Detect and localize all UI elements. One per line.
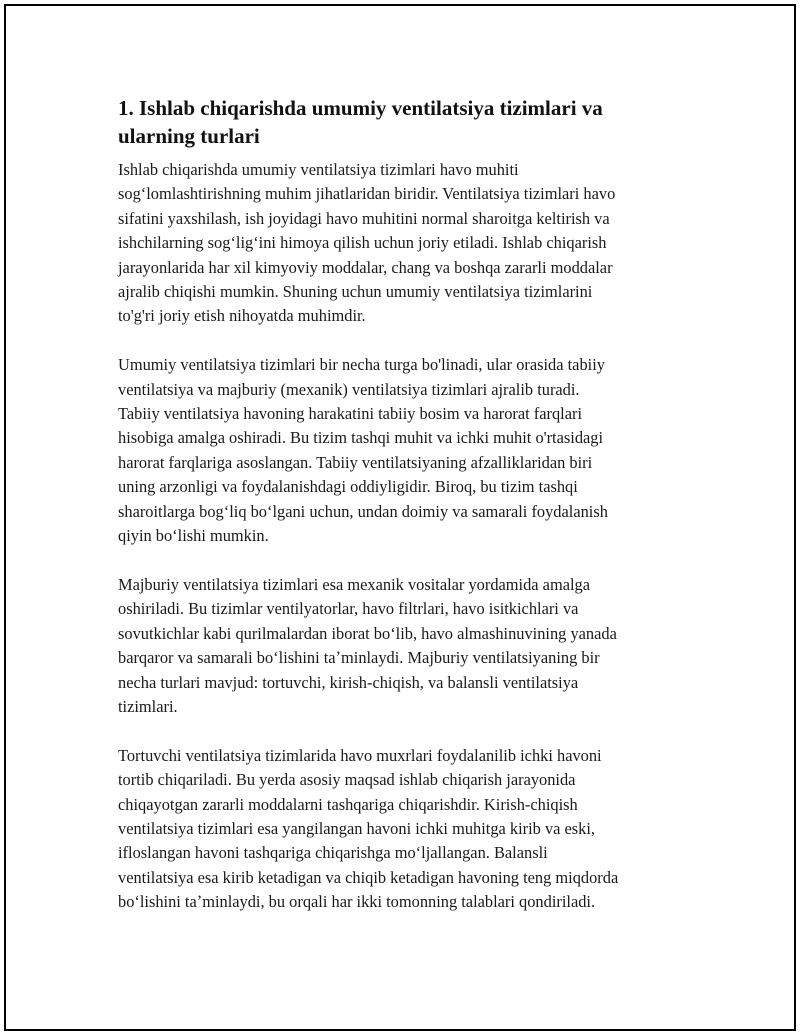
document-body	[118, 94, 693, 939]
paragraph-exhaust-balanced: Tortuvchi ventilatsiya tizimlarida havo muxrlari foydalanilib ichki havoni tortib chiqariladi. Bu yerda asosiy maqsad ishlab chiqarish jarayonida chiqayotgan zararli moddalarni tashqariga chiqarishdir. Kirish-chiqish ventilatsiya tizimlari esa yangilangan havoni ichki muhitga kirib va eski, ifloslangan havoni tashqariga chiqarishga moʻljallangan. Balansli ventilatsiya esa kirib ketadigan va chiqib ketadigan havoning teng miqdorda boʻlishini taʼminlaydi, bu orqali har ikki tomonning talablari qondiriladi.	[118, 745, 619, 912]
section-heading: 1. Ishlab chiqarishda umumiy ventilatsiya tizimlari va ularning turlari	[118, 96, 603, 148]
paragraph-forced-ventilation: Majburiy ventilatsiya tizimlari esa mexanik vositalar yordamida amalga oshiriladi. Bu tizimlar ventilyatorlar, havo filtrlari, havo isitkichlari va sovutkichlar kabi qurilmalardan iborat boʻlib, havo almashinuvining yanada barqaror va samarali boʻlishini taʼminlaydi. Majburiy ventilatsiyaning bir necha turlari mavjud: tortuvchi, kirish-chiqish, va balansli ventilatsiya tizimlari.	[118, 574, 617, 716]
paragraph-intro: Ishlab chiqarishda umumiy ventilatsiya tizimlari havo muhiti sogʻlomlashtirishning muhim jihatlaridan biridir. Ventilatsiya tizimlari havo sifatini yaxshilash, ish joyidagi havo muhitini normal sharoitga keltirish va ishchilarning sogʻligʻini himoya qilish uchun joriy etiladi. Ishlab chiqarish jarayonlarida har xil kimyoviy moddalar, chang va boshqa zararli moddalar ajralib chiqishi mumkin. Shuning uchun umumiy ventilatsiya tizimlarini to'g'ri joriy etish nihoyatda muhimdir.	[118, 160, 616, 326]
paragraph-types: Umumiy ventilatsiya tizimlari bir necha turga bo'linadi, ular orasida tabiiy ventilatsiya va majburiy (mexanik) ventilatsiya tizimlari ajralib turadi. Tabiiy ventilatsiya havoning harakatini tabiiy bosim va harorat farqlari hisobiga amalga oshiradi. Bu tizim tashqi muhit va ichki muhit o'rtasidagi harorat farqlariga asoslangan. Tabiiy ventilatsiyaning afzalliklaridan biri uning arzonligi va foydalanishdagi oddiyligidir. Biroq, bu tizim tashqi sharoitlarga bogʻliq boʻlgani uchun, undan doimiy va samarali foydalanish qiyin boʻlishi mumkin.	[118, 355, 608, 546]
